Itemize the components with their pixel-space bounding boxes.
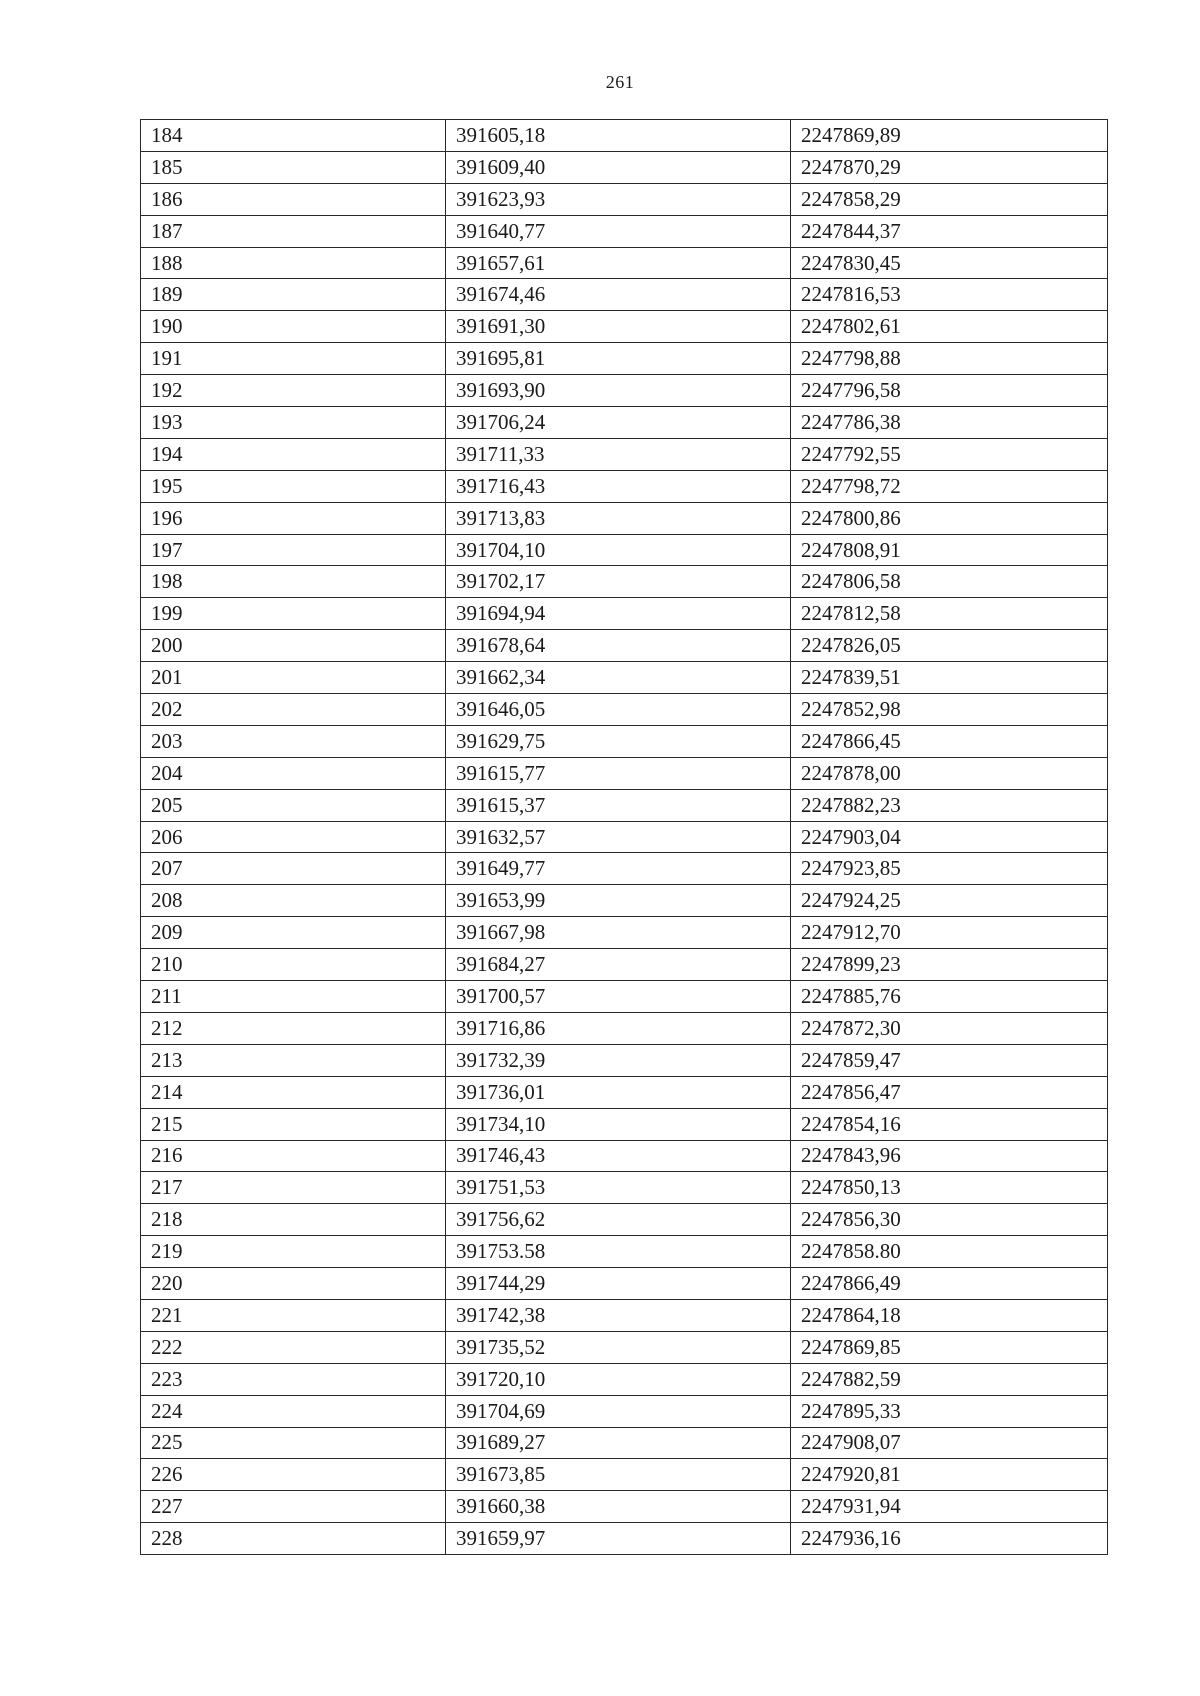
x-coordinate-cell: 391695,81: [446, 343, 791, 375]
table-row: [141, 343, 1108, 375]
x-coordinate-cell: 391673,85: [446, 1459, 791, 1491]
y-coordinate-cell: 2247852,98: [791, 694, 1108, 726]
y-coordinate-cell: 2247866,49: [791, 1268, 1108, 1300]
y-coordinate-cell: 2247802,61: [791, 311, 1108, 343]
y-coordinate-cell: 2247850,13: [791, 1172, 1108, 1204]
table-row: [141, 1012, 1108, 1044]
y-coordinate-cell: 2247903,04: [791, 821, 1108, 853]
y-coordinate-cell: 2247924,25: [791, 885, 1108, 917]
x-coordinate-cell: 391640,77: [446, 215, 791, 247]
x-coordinate-cell: 391667,98: [446, 917, 791, 949]
x-coordinate-cell: 391734,10: [446, 1108, 791, 1140]
point-number-cell: 195: [141, 470, 446, 502]
y-coordinate-cell: 2247869,85: [791, 1331, 1108, 1363]
table-row: [141, 757, 1108, 789]
x-coordinate-cell: 391678,64: [446, 630, 791, 662]
point-number-cell: 189: [141, 279, 446, 311]
point-number-cell: 206: [141, 821, 446, 853]
table-row: [141, 534, 1108, 566]
point-number-cell: 212: [141, 1012, 446, 1044]
table-row: [141, 1459, 1108, 1491]
point-number-cell: 193: [141, 407, 446, 439]
table-row: [141, 662, 1108, 694]
coordinate-table: [140, 119, 1108, 1555]
table-row: [141, 311, 1108, 343]
y-coordinate-cell: 2247786,38: [791, 407, 1108, 439]
x-coordinate-cell: 391649,77: [446, 853, 791, 885]
table-row: [141, 1204, 1108, 1236]
table-row: [141, 949, 1108, 981]
point-number-cell: 224: [141, 1395, 446, 1427]
table-row: [141, 502, 1108, 534]
x-coordinate-cell: 391653,99: [446, 885, 791, 917]
point-number-cell: 209: [141, 917, 446, 949]
point-number-cell: 226: [141, 1459, 446, 1491]
y-coordinate-cell: 2247899,23: [791, 949, 1108, 981]
x-coordinate-cell: 391615,37: [446, 789, 791, 821]
table-row: [141, 1268, 1108, 1300]
y-coordinate-cell: 2247830,45: [791, 247, 1108, 279]
table-row: [141, 694, 1108, 726]
y-coordinate-cell: 2247931,94: [791, 1491, 1108, 1523]
page-number: 261: [605, 72, 635, 92]
x-coordinate-cell: 391609,40: [446, 151, 791, 183]
y-coordinate-cell: 2247912,70: [791, 917, 1108, 949]
table-row: [141, 885, 1108, 917]
x-coordinate-cell: 391751,53: [446, 1172, 791, 1204]
point-number-cell: 194: [141, 438, 446, 470]
x-coordinate-cell: 391605,18: [446, 120, 791, 152]
point-number-cell: 218: [141, 1204, 446, 1236]
x-coordinate-cell: 391706,24: [446, 407, 791, 439]
x-coordinate-cell: 391744,29: [446, 1268, 791, 1300]
table-row: [141, 1108, 1108, 1140]
table-row: [141, 1044, 1108, 1076]
x-coordinate-cell: 391746,43: [446, 1140, 791, 1172]
y-coordinate-cell: 2247816,53: [791, 279, 1108, 311]
y-coordinate-cell: 2247808,91: [791, 534, 1108, 566]
table-row: [141, 566, 1108, 598]
point-number-cell: 227: [141, 1491, 446, 1523]
table-row: [141, 789, 1108, 821]
y-coordinate-cell: 2247882,23: [791, 789, 1108, 821]
x-coordinate-cell: 391694,94: [446, 598, 791, 630]
x-coordinate-cell: 391684,27: [446, 949, 791, 981]
y-coordinate-cell: 2247882,59: [791, 1363, 1108, 1395]
point-number-cell: 219: [141, 1236, 446, 1268]
y-coordinate-cell: 2247856,30: [791, 1204, 1108, 1236]
table-row: [141, 725, 1108, 757]
x-coordinate-cell: 391711,33: [446, 438, 791, 470]
table-row: [141, 821, 1108, 853]
x-coordinate-cell: 391753.58: [446, 1236, 791, 1268]
y-coordinate-cell: 2247895,33: [791, 1395, 1108, 1427]
y-coordinate-cell: 2247843,96: [791, 1140, 1108, 1172]
x-coordinate-cell: 391756,62: [446, 1204, 791, 1236]
point-number-cell: 192: [141, 375, 446, 407]
table-row: [141, 598, 1108, 630]
y-coordinate-cell: 2247798,88: [791, 343, 1108, 375]
y-coordinate-cell: 2247866,45: [791, 725, 1108, 757]
point-number-cell: 188: [141, 247, 446, 279]
x-coordinate-cell: 391704,10: [446, 534, 791, 566]
x-coordinate-cell: 391704,69: [446, 1395, 791, 1427]
y-coordinate-cell: 2247812,58: [791, 598, 1108, 630]
x-coordinate-cell: 391742,38: [446, 1299, 791, 1331]
y-coordinate-cell: 2247878,00: [791, 757, 1108, 789]
x-coordinate-cell: 391693,90: [446, 375, 791, 407]
point-number-cell: 204: [141, 757, 446, 789]
table-row: [141, 1172, 1108, 1204]
y-coordinate-cell: 2247844,37: [791, 215, 1108, 247]
point-number-cell: 184: [141, 120, 446, 152]
x-coordinate-cell: 391623,93: [446, 183, 791, 215]
x-coordinate-cell: 391615,77: [446, 757, 791, 789]
point-number-cell: 221: [141, 1299, 446, 1331]
table-row: [141, 1076, 1108, 1108]
point-number-cell: 200: [141, 630, 446, 662]
y-coordinate-cell: 2247869,89: [791, 120, 1108, 152]
y-coordinate-cell: 2247920,81: [791, 1459, 1108, 1491]
point-number-cell: 199: [141, 598, 446, 630]
y-coordinate-cell: 2247908,07: [791, 1427, 1108, 1459]
x-coordinate-cell: 391691,30: [446, 311, 791, 343]
x-coordinate-cell: 391700,57: [446, 981, 791, 1013]
table-row: [141, 1331, 1108, 1363]
y-coordinate-cell: 2247839,51: [791, 662, 1108, 694]
x-coordinate-cell: 391632,57: [446, 821, 791, 853]
point-number-cell: 222: [141, 1331, 446, 1363]
point-number-cell: 187: [141, 215, 446, 247]
x-coordinate-cell: 391720,10: [446, 1363, 791, 1395]
x-coordinate-cell: 391660,38: [446, 1491, 791, 1523]
x-coordinate-cell: 391702,17: [446, 566, 791, 598]
table-row: [141, 279, 1108, 311]
y-coordinate-cell: 2247872,30: [791, 1012, 1108, 1044]
y-coordinate-cell: 2247806,58: [791, 566, 1108, 598]
point-number-cell: 216: [141, 1140, 446, 1172]
point-number-cell: 217: [141, 1172, 446, 1204]
point-number-cell: 213: [141, 1044, 446, 1076]
x-coordinate-cell: 391713,83: [446, 502, 791, 534]
table-row: [141, 981, 1108, 1013]
point-number-cell: 214: [141, 1076, 446, 1108]
table-row: [141, 470, 1108, 502]
table-row: [141, 1236, 1108, 1268]
table-row: [141, 438, 1108, 470]
point-number-cell: 205: [141, 789, 446, 821]
x-coordinate-cell: 391735,52: [446, 1331, 791, 1363]
y-coordinate-cell: 2247854,16: [791, 1108, 1108, 1140]
y-coordinate-cell: 2247798,72: [791, 470, 1108, 502]
table-row: [141, 183, 1108, 215]
table-row: [141, 1395, 1108, 1427]
point-number-cell: 223: [141, 1363, 446, 1395]
table-row: [141, 215, 1108, 247]
point-number-cell: 196: [141, 502, 446, 534]
x-coordinate-cell: 391732,39: [446, 1044, 791, 1076]
y-coordinate-cell: 2247826,05: [791, 630, 1108, 662]
point-number-cell: 185: [141, 151, 446, 183]
table-row: [141, 120, 1108, 152]
x-coordinate-cell: 391659,97: [446, 1523, 791, 1555]
table-row: [141, 1140, 1108, 1172]
table-row: [141, 375, 1108, 407]
y-coordinate-cell: 2247800,86: [791, 502, 1108, 534]
table-row: [141, 917, 1108, 949]
y-coordinate-cell: 2247864,18: [791, 1299, 1108, 1331]
point-number-cell: 198: [141, 566, 446, 598]
y-coordinate-cell: 2247859,47: [791, 1044, 1108, 1076]
y-coordinate-cell: 2247870,29: [791, 151, 1108, 183]
point-number-cell: 197: [141, 534, 446, 566]
point-number-cell: 228: [141, 1523, 446, 1555]
x-coordinate-cell: 391646,05: [446, 694, 791, 726]
coordinate-table-body: [141, 120, 1108, 1555]
y-coordinate-cell: 2247936,16: [791, 1523, 1108, 1555]
point-number-cell: 201: [141, 662, 446, 694]
table-row: [141, 1363, 1108, 1395]
y-coordinate-cell: 2247885,76: [791, 981, 1108, 1013]
point-number-cell: 225: [141, 1427, 446, 1459]
point-number-cell: 215: [141, 1108, 446, 1140]
point-number-cell: 191: [141, 343, 446, 375]
point-number-cell: 202: [141, 694, 446, 726]
point-number-cell: 208: [141, 885, 446, 917]
table-row: [141, 1491, 1108, 1523]
table-row: [141, 407, 1108, 439]
x-coordinate-cell: 391629,75: [446, 725, 791, 757]
x-coordinate-cell: 391662,34: [446, 662, 791, 694]
point-number-cell: 211: [141, 981, 446, 1013]
y-coordinate-cell: 2247792,55: [791, 438, 1108, 470]
x-coordinate-cell: 391716,43: [446, 470, 791, 502]
y-coordinate-cell: 2247858,29: [791, 183, 1108, 215]
table-row: [141, 1299, 1108, 1331]
point-number-cell: 186: [141, 183, 446, 215]
y-coordinate-cell: 2247856,47: [791, 1076, 1108, 1108]
x-coordinate-cell: 391689,27: [446, 1427, 791, 1459]
table-row: [141, 151, 1108, 183]
point-number-cell: 220: [141, 1268, 446, 1300]
x-coordinate-cell: 391674,46: [446, 279, 791, 311]
table-row: [141, 247, 1108, 279]
point-number-cell: 210: [141, 949, 446, 981]
table-row: [141, 1427, 1108, 1459]
table-row: [141, 1523, 1108, 1555]
table-row: [141, 853, 1108, 885]
table-row: [141, 630, 1108, 662]
point-number-cell: 190: [141, 311, 446, 343]
y-coordinate-cell: 2247923,85: [791, 853, 1108, 885]
x-coordinate-cell: 391716,86: [446, 1012, 791, 1044]
point-number-cell: 203: [141, 725, 446, 757]
point-number-cell: 207: [141, 853, 446, 885]
x-coordinate-cell: 391736,01: [446, 1076, 791, 1108]
y-coordinate-cell: 2247858.80: [791, 1236, 1108, 1268]
y-coordinate-cell: 2247796,58: [791, 375, 1108, 407]
x-coordinate-cell: 391657,61: [446, 247, 791, 279]
